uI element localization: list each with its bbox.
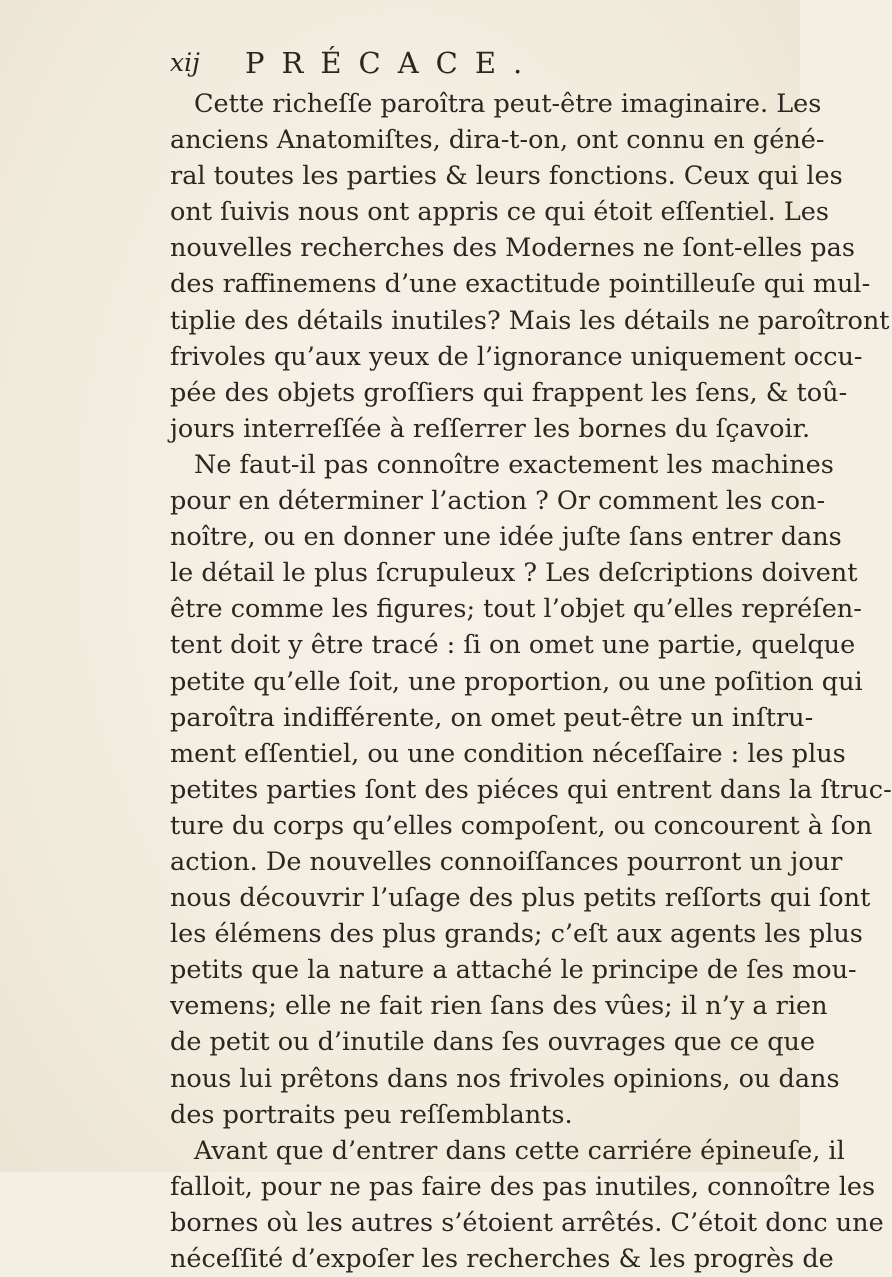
text-line: ral toutes les parties & leurs fonctions. Ceux qui les <box>170 161 843 192</box>
text-line: Cette richeſſe paroîtra peut-être imaginaire. Les <box>194 89 822 119</box>
text-line: anciens Anatomiſtes, dira-t-on, ont connu en géné- <box>170 125 825 156</box>
text-line: le détail le plus ſcrupuleux ? Les deſcriptions doivent <box>170 558 858 589</box>
text-line: Avant que d’entrer dans cette carriére épineuſe, il <box>194 1135 845 1166</box>
text-line: ture du corps qu’elles compoſent, ou concourent à ſon <box>170 810 873 841</box>
text-line: être comme les figures; tout l’objet qu’elles repréſen- <box>170 594 862 625</box>
text-line: paroîtra indifférente, on omet peut-être un inſtru- <box>170 702 814 733</box>
text-line: tiplie des détails inutiles? Mais les détails ne paroîtront <box>170 305 890 336</box>
running-title: PRÉCACE. <box>245 46 540 80</box>
text-line: petites parties ſont des piéces qui entrent dans la ſtruc- <box>170 774 892 805</box>
text-line: frivoles qu’aux yeux de l’ignorance uniquement occu- <box>170 341 863 372</box>
body-text <box>170 86 892 1277</box>
text-line: jours interreſſée à reſſerrer les bornes du ſçavoir. <box>170 413 811 444</box>
text-line: tent doit y être tracé : ſi on omet une partie, quelque <box>170 630 856 661</box>
text-line: nouvelles recherches des Modernes ne ſont-elles pas <box>170 233 855 264</box>
text-line: falloit, pour ne pas faire des pas inutiles, connoître les <box>170 1171 876 1202</box>
text-line: petits que la nature a attaché le principe de ſes mou- <box>170 955 857 986</box>
text-line: petite qu’elle ſoit, une proportion, ou une poſition qui <box>170 666 863 697</box>
text-line: ment eſſentiel, ou une condition néceſſaire : les plus <box>170 738 846 769</box>
text-line: pour en déterminer l’action ? Or comment les con- <box>170 486 826 517</box>
text-line: bornes où les autres s’étoient arrêtés. C’étoit donc une <box>170 1207 884 1238</box>
text-line: des portraits peu reſſemblants. <box>170 1099 573 1130</box>
text-line: action. De nouvelles connoiſſances pourront un jour <box>170 846 843 877</box>
text-line: des raffinemens d’une exactitude pointilleuſe qui mul- <box>170 269 871 300</box>
text-line: de petit ou d’inutile dans ſes ouvrages que ce que <box>170 1027 816 1058</box>
text-line: nous lui prêtons dans nos frivoles opinions, ou dans <box>170 1063 840 1094</box>
text-line: noître, ou en donner une idée juſte ſans entrer dans <box>170 522 842 553</box>
text-line: ont ſuivis nous ont appris ce qui étoit eſſentiel. Les <box>170 197 829 228</box>
text-line: les élémens des plus grands; c’eſt aux agents les plus <box>170 919 863 950</box>
page-header <box>170 46 770 86</box>
text-line: néceſſité d’expoſer les recherches & les progrès de <box>170 1244 834 1274</box>
text-line: vemens; elle ne fait rien ſans des vûes; il n’y a rien <box>170 991 828 1022</box>
page-number: xij <box>170 48 200 77</box>
text-line: pée des objets groſſiers qui frappent les ſens, & toû- <box>170 377 848 408</box>
text-line: Ne faut-il pas connoître exactement les machines <box>194 449 834 480</box>
text-line: nous découvrir l’uſage des plus petits reſſorts qui ſont <box>170 883 871 914</box>
